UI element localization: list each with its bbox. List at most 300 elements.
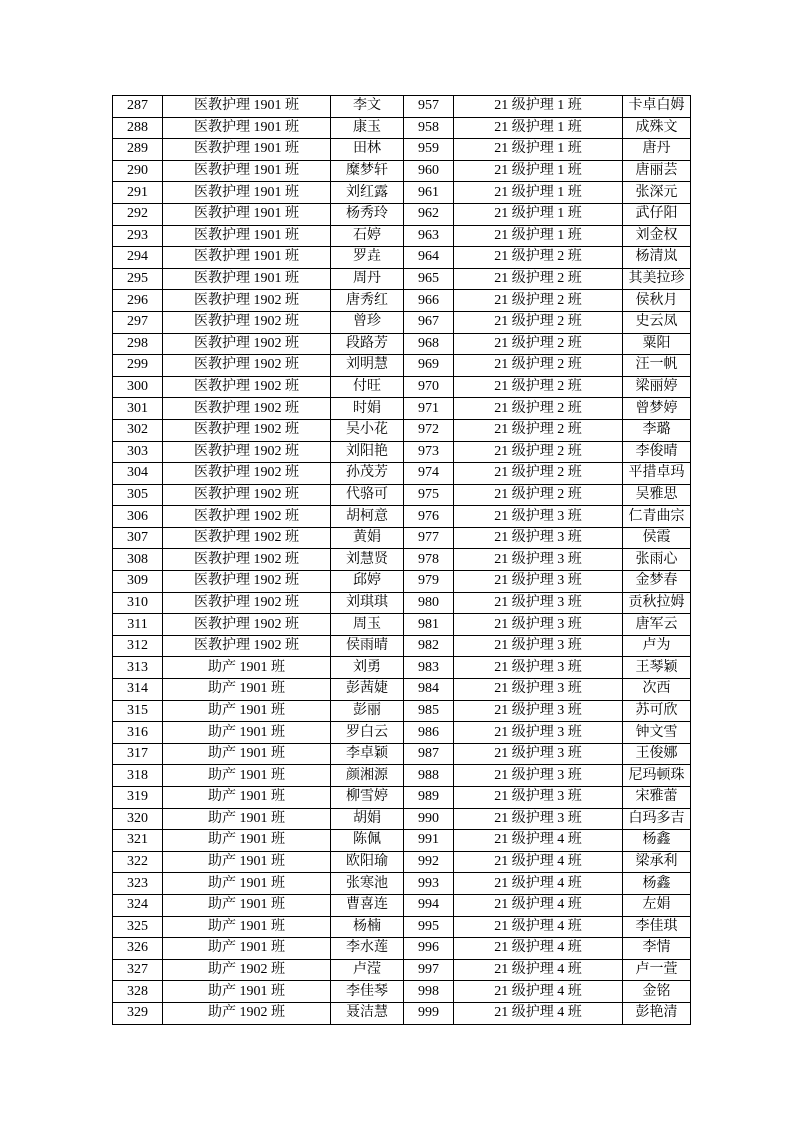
table-row [113,549,691,571]
student-name-2: 梁丽婷 [623,376,691,398]
student-name-2: 仁青曲宗 [623,506,691,528]
student-name-2: 梁承利 [623,851,691,873]
student-name-2: 平措卓玛 [623,463,691,485]
student-name: 李佳琴 [331,981,404,1003]
student-name: 付旺 [331,376,404,398]
target-class: 21 级护理 3 班 [454,614,623,636]
source-class: 医教护理 1901 班 [163,96,331,118]
source-class: 助产 1901 班 [163,981,331,1003]
table-row [113,398,691,420]
source-class: 医教护理 1902 班 [163,571,331,593]
serial-number: 316 [113,722,163,744]
target-class: 21 级护理 1 班 [454,203,623,225]
serial-number-2: 959 [404,139,454,161]
student-name-2: 贡秋拉姆 [623,592,691,614]
source-class: 医教护理 1902 班 [163,441,331,463]
serial-number: 287 [113,96,163,118]
student-name-2: 李情 [623,938,691,960]
target-class: 21 级护理 4 班 [454,938,623,960]
table-row [113,96,691,118]
student-name: 曹喜连 [331,894,404,916]
source-class: 医教护理 1902 班 [163,398,331,420]
serial-number-2: 984 [404,679,454,701]
serial-number: 291 [113,182,163,204]
student-name-2: 卢为 [623,635,691,657]
table-row [113,938,691,960]
serial-number: 290 [113,160,163,182]
serial-number: 323 [113,873,163,895]
table-row [113,117,691,139]
student-name-2: 成殊文 [623,117,691,139]
student-name-2: 曾梦婷 [623,398,691,420]
serial-number: 308 [113,549,163,571]
target-class: 21 级护理 3 班 [454,657,623,679]
student-name-2: 次西 [623,679,691,701]
serial-number: 289 [113,139,163,161]
table-row [113,679,691,701]
student-name: 刘红露 [331,182,404,204]
serial-number: 314 [113,679,163,701]
source-class: 医教护理 1902 班 [163,506,331,528]
serial-number: 311 [113,614,163,636]
serial-number-2: 979 [404,571,454,593]
target-class: 21 级护理 4 班 [454,916,623,938]
source-class: 医教护理 1901 班 [163,182,331,204]
serial-number-2: 967 [404,311,454,333]
target-class: 21 级护理 3 班 [454,549,623,571]
serial-number-2: 983 [404,657,454,679]
student-name-2: 李俊晴 [623,441,691,463]
student-name-2: 杨清岚 [623,247,691,269]
student-name-2: 金梦春 [623,571,691,593]
table-row [113,160,691,182]
student-name-2: 粟阳 [623,333,691,355]
serial-number-2: 971 [404,398,454,420]
source-class: 助产 1901 班 [163,722,331,744]
target-class: 21 级护理 3 班 [454,765,623,787]
target-class: 21 级护理 2 班 [454,398,623,420]
source-class: 助产 1901 班 [163,700,331,722]
target-class: 21 级护理 3 班 [454,506,623,528]
serial-number-2: 978 [404,549,454,571]
target-class: 21 级护理 2 班 [454,311,623,333]
student-name-2: 侯秋月 [623,290,691,312]
student-name: 杨秀玲 [331,203,404,225]
serial-number-2: 992 [404,851,454,873]
student-name: 侯雨晴 [331,635,404,657]
student-name: 糜梦轩 [331,160,404,182]
serial-number: 324 [113,894,163,916]
serial-number-2: 981 [404,614,454,636]
student-name: 康玉 [331,117,404,139]
table-row [113,419,691,441]
target-class: 21 级护理 3 班 [454,787,623,809]
table-row [113,808,691,830]
student-name: 李水莲 [331,938,404,960]
student-name: 罗垚 [331,247,404,269]
student-name: 胡柯意 [331,506,404,528]
target-class: 21 级护理 1 班 [454,139,623,161]
student-name: 李卓颖 [331,743,404,765]
source-class: 医教护理 1902 班 [163,376,331,398]
serial-number-2: 987 [404,743,454,765]
source-class: 助产 1902 班 [163,959,331,981]
serial-number-2: 975 [404,484,454,506]
serial-number: 302 [113,419,163,441]
table-row [113,830,691,852]
student-name-2: 张雨心 [623,549,691,571]
table-row [113,333,691,355]
serial-number-2: 964 [404,247,454,269]
serial-number: 298 [113,333,163,355]
serial-number: 306 [113,506,163,528]
serial-number: 294 [113,247,163,269]
student-name-2: 白玛多吉 [623,808,691,830]
target-class: 21 级护理 4 班 [454,1002,623,1024]
student-name: 彭茜婕 [331,679,404,701]
source-class: 医教护理 1901 班 [163,139,331,161]
table-row [113,484,691,506]
source-class: 助产 1901 班 [163,743,331,765]
target-class: 21 级护理 3 班 [454,808,623,830]
student-roster-table [112,95,691,1025]
serial-number-2: 961 [404,182,454,204]
student-name: 段路芳 [331,333,404,355]
table-row [113,614,691,636]
student-name-2: 宋雅蕾 [623,787,691,809]
source-class: 医教护理 1902 班 [163,484,331,506]
serial-number: 304 [113,463,163,485]
student-name: 石婷 [331,225,404,247]
student-name: 颜湘源 [331,765,404,787]
table-row [113,268,691,290]
source-class: 医教护理 1902 班 [163,311,331,333]
student-name: 刘慧贤 [331,549,404,571]
table-row [113,311,691,333]
serial-number-2: 965 [404,268,454,290]
source-class: 医教护理 1901 班 [163,247,331,269]
student-name-2: 武仔阳 [623,203,691,225]
student-name: 刘明慧 [331,355,404,377]
table-row [113,441,691,463]
serial-number: 329 [113,1002,163,1024]
source-class: 医教护理 1902 班 [163,290,331,312]
serial-number: 319 [113,787,163,809]
table-row [113,506,691,528]
source-class: 医教护理 1902 班 [163,614,331,636]
source-class: 助产 1901 班 [163,765,331,787]
table-row [113,959,691,981]
student-name-2: 其美拉珍 [623,268,691,290]
table-row [113,787,691,809]
target-class: 21 级护理 3 班 [454,527,623,549]
serial-number: 301 [113,398,163,420]
student-name: 吴小花 [331,419,404,441]
serial-number-2: 996 [404,938,454,960]
target-class: 21 级护理 3 班 [454,700,623,722]
serial-number: 293 [113,225,163,247]
student-name: 杨楠 [331,916,404,938]
student-name-2: 李璐 [623,419,691,441]
source-class: 助产 1901 班 [163,938,331,960]
target-class: 21 级护理 4 班 [454,894,623,916]
student-name-2: 王琴颖 [623,657,691,679]
serial-number-2: 985 [404,700,454,722]
serial-number: 300 [113,376,163,398]
serial-number-2: 989 [404,787,454,809]
target-class: 21 级护理 2 班 [454,484,623,506]
serial-number-2: 990 [404,808,454,830]
student-name: 李文 [331,96,404,118]
serial-number-2: 982 [404,635,454,657]
table-row [113,765,691,787]
student-name: 刘琪琪 [331,592,404,614]
student-name: 聂洁慧 [331,1002,404,1024]
serial-number: 325 [113,916,163,938]
student-name-2: 王俊娜 [623,743,691,765]
student-name-2: 左娟 [623,894,691,916]
student-name-2: 侯霞 [623,527,691,549]
target-class: 21 级护理 4 班 [454,959,623,981]
table-row [113,225,691,247]
serial-number-2: 993 [404,873,454,895]
source-class: 助产 1901 班 [163,679,331,701]
serial-number-2: 998 [404,981,454,1003]
serial-number-2: 972 [404,419,454,441]
student-name: 卢滢 [331,959,404,981]
serial-number-2: 970 [404,376,454,398]
serial-number-2: 966 [404,290,454,312]
serial-number-2: 960 [404,160,454,182]
table-row [113,657,691,679]
student-name-2: 卡卓白姆 [623,96,691,118]
student-name-2: 彭艳清 [623,1002,691,1024]
serial-number-2: 977 [404,527,454,549]
student-name-2: 史云凤 [623,311,691,333]
target-class: 21 级护理 1 班 [454,225,623,247]
source-class: 医教护理 1902 班 [163,333,331,355]
table-row [113,1002,691,1024]
target-class: 21 级护理 2 班 [454,333,623,355]
serial-number-2: 995 [404,916,454,938]
table-row [113,635,691,657]
student-name-2: 吴雅思 [623,484,691,506]
student-name: 时娟 [331,398,404,420]
serial-number-2: 973 [404,441,454,463]
table-row [113,376,691,398]
serial-number: 312 [113,635,163,657]
student-name-2: 尼玛顿珠 [623,765,691,787]
student-name: 邱婷 [331,571,404,593]
source-class: 助产 1901 班 [163,851,331,873]
table-row [113,873,691,895]
student-name-2: 唐军云 [623,614,691,636]
target-class: 21 级护理 2 班 [454,290,623,312]
table-row [113,700,691,722]
serial-number: 326 [113,938,163,960]
serial-number-2: 963 [404,225,454,247]
student-name: 柳雪婷 [331,787,404,809]
table-row [113,571,691,593]
student-name-2: 李佳琪 [623,916,691,938]
target-class: 21 级护理 3 班 [454,743,623,765]
table-row [113,981,691,1003]
student-name: 孙茂芳 [331,463,404,485]
target-class: 21 级护理 1 班 [454,96,623,118]
student-name: 刘勇 [331,657,404,679]
source-class: 医教护理 1902 班 [163,463,331,485]
serial-number: 297 [113,311,163,333]
serial-number: 309 [113,571,163,593]
table-row [113,203,691,225]
table-row [113,592,691,614]
serial-number: 318 [113,765,163,787]
target-class: 21 级护理 4 班 [454,830,623,852]
target-class: 21 级护理 3 班 [454,592,623,614]
student-name-2: 卢一萱 [623,959,691,981]
student-name-2: 杨鑫 [623,873,691,895]
table-row [113,355,691,377]
student-name: 代骆可 [331,484,404,506]
serial-number: 320 [113,808,163,830]
student-name: 田林 [331,139,404,161]
target-class: 21 级护理 3 班 [454,571,623,593]
serial-number: 299 [113,355,163,377]
target-class: 21 级护理 2 班 [454,463,623,485]
student-name-2: 金铭 [623,981,691,1003]
serial-number: 327 [113,959,163,981]
serial-number: 303 [113,441,163,463]
serial-number-2: 957 [404,96,454,118]
student-name: 张寒池 [331,873,404,895]
source-class: 医教护理 1902 班 [163,549,331,571]
serial-number-2: 988 [404,765,454,787]
source-class: 医教护理 1902 班 [163,419,331,441]
student-name: 罗白云 [331,722,404,744]
source-class: 医教护理 1902 班 [163,635,331,657]
student-name: 彭丽 [331,700,404,722]
serial-number-2: 999 [404,1002,454,1024]
source-class: 助产 1901 班 [163,873,331,895]
source-class: 助产 1901 班 [163,894,331,916]
student-name-2: 苏可欣 [623,700,691,722]
student-name-2: 汪一帆 [623,355,691,377]
serial-number: 296 [113,290,163,312]
table-row [113,722,691,744]
source-class: 医教护理 1901 班 [163,203,331,225]
student-name: 唐秀红 [331,290,404,312]
serial-number-2: 980 [404,592,454,614]
serial-number: 317 [113,743,163,765]
serial-number: 292 [113,203,163,225]
table-row [113,290,691,312]
serial-number-2: 958 [404,117,454,139]
serial-number: 307 [113,527,163,549]
source-class: 助产 1901 班 [163,808,331,830]
student-name: 胡娟 [331,808,404,830]
serial-number: 305 [113,484,163,506]
serial-number-2: 974 [404,463,454,485]
source-class: 医教护理 1901 班 [163,268,331,290]
student-name: 曾珍 [331,311,404,333]
table-row [113,247,691,269]
table-row [113,916,691,938]
target-class: 21 级护理 2 班 [454,355,623,377]
serial-number: 310 [113,592,163,614]
table-row [113,139,691,161]
target-class: 21 级护理 2 班 [454,247,623,269]
student-name: 刘阳艳 [331,441,404,463]
source-class: 助产 1902 班 [163,1002,331,1024]
serial-number: 313 [113,657,163,679]
target-class: 21 级护理 4 班 [454,981,623,1003]
student-name: 周玉 [331,614,404,636]
target-class: 21 级护理 4 班 [454,851,623,873]
target-class: 21 级护理 2 班 [454,419,623,441]
student-name-2: 钟文雪 [623,722,691,744]
table-row [113,463,691,485]
serial-number-2: 991 [404,830,454,852]
student-name-2: 杨鑫 [623,830,691,852]
student-name: 陈佩 [331,830,404,852]
serial-number: 322 [113,851,163,873]
student-name-2: 刘金权 [623,225,691,247]
serial-number-2: 976 [404,506,454,528]
serial-number: 328 [113,981,163,1003]
student-name: 欧阳瑜 [331,851,404,873]
source-class: 助产 1901 班 [163,787,331,809]
target-class: 21 级护理 1 班 [454,160,623,182]
serial-number-2: 969 [404,355,454,377]
source-class: 助产 1901 班 [163,830,331,852]
source-class: 医教护理 1902 班 [163,527,331,549]
target-class: 21 级护理 1 班 [454,182,623,204]
table-row [113,182,691,204]
source-class: 助产 1901 班 [163,916,331,938]
target-class: 21 级护理 2 班 [454,376,623,398]
source-class: 医教护理 1902 班 [163,355,331,377]
table-row [113,851,691,873]
source-class: 助产 1901 班 [163,657,331,679]
source-class: 医教护理 1901 班 [163,225,331,247]
serial-number-2: 968 [404,333,454,355]
table-row [113,743,691,765]
target-class: 21 级护理 3 班 [454,722,623,744]
serial-number: 288 [113,117,163,139]
target-class: 21 级护理 3 班 [454,679,623,701]
student-name-2: 张深元 [623,182,691,204]
target-class: 21 级护理 1 班 [454,117,623,139]
table-row [113,527,691,549]
serial-number: 315 [113,700,163,722]
source-class: 医教护理 1901 班 [163,117,331,139]
serial-number-2: 994 [404,894,454,916]
target-class: 21 级护理 3 班 [454,635,623,657]
serial-number: 321 [113,830,163,852]
target-class: 21 级护理 2 班 [454,441,623,463]
student-name: 周丹 [331,268,404,290]
serial-number: 295 [113,268,163,290]
serial-number-2: 997 [404,959,454,981]
table-row [113,894,691,916]
target-class: 21 级护理 4 班 [454,873,623,895]
source-class: 医教护理 1902 班 [163,592,331,614]
student-name-2: 唐丽芸 [623,160,691,182]
serial-number-2: 962 [404,203,454,225]
serial-number-2: 986 [404,722,454,744]
student-name-2: 唐丹 [623,139,691,161]
student-name: 黄娟 [331,527,404,549]
